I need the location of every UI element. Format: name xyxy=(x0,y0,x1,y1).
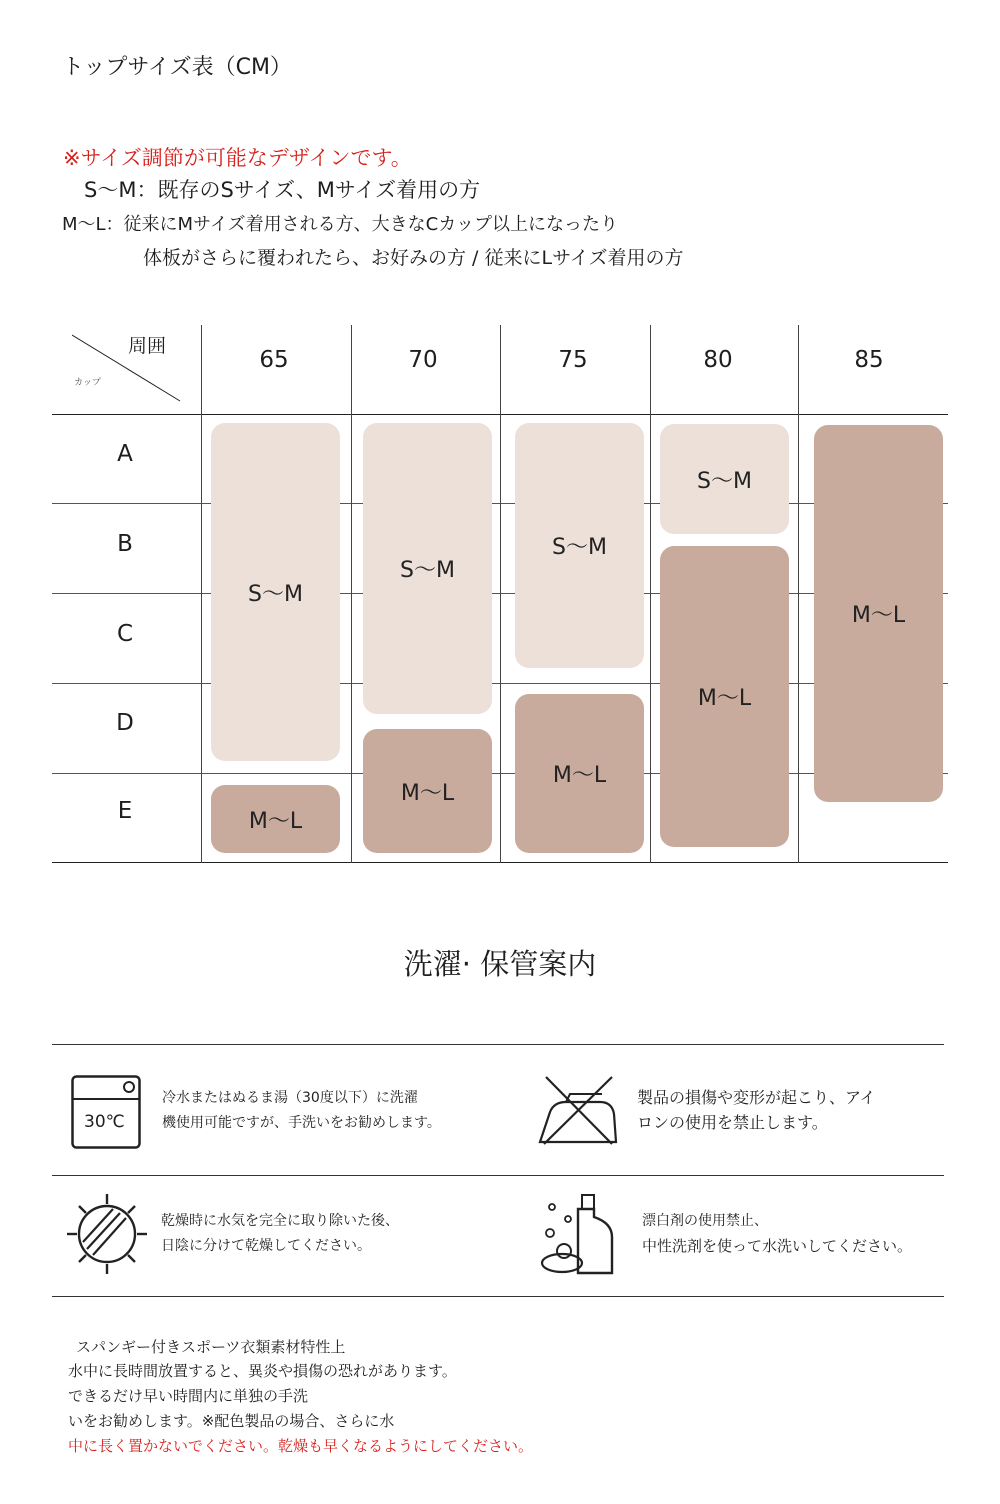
iron-text-line-1: 製品の損傷や変形が起こり、アイ xyxy=(637,1088,876,1107)
bleach-text-line-1: 漂白剤の使用禁止、 xyxy=(642,1213,768,1229)
cup-header-b: B xyxy=(117,531,133,557)
detergent-icon xyxy=(538,1189,618,1277)
size-box-80-ml: M～L xyxy=(660,546,789,847)
band-header-80: 80 xyxy=(703,347,733,373)
cup-header-c: C xyxy=(116,621,134,647)
bottom-note-4: いをお勧めします。※配色製品の場合、さらに水 xyxy=(68,1412,395,1430)
table-column-divider xyxy=(351,325,352,863)
page-title: トップサイズ表（CM） xyxy=(62,55,292,80)
band-header-65: 65 xyxy=(259,347,289,373)
iron-text-line-2: ロンの使用を禁止します。 xyxy=(637,1113,828,1132)
size-box-65-sm: S～M xyxy=(211,423,340,761)
table-column-divider xyxy=(650,325,651,863)
size-box-70-ml: M～L xyxy=(363,729,492,853)
bottom-note-3: できるだけ早い時間内に単独の手洗 xyxy=(68,1387,309,1405)
table-column-divider xyxy=(201,325,202,863)
bleach-text-line-2: 中性洗剤を使って水洗いしてください。 xyxy=(642,1237,913,1255)
size-box-85-ml: M～L xyxy=(814,425,943,802)
ml-note-1: M～L：従来にMサイズ着用される方、大きなCカップ以上になったり xyxy=(62,214,619,235)
table-column-divider xyxy=(798,325,799,863)
dry-text-line-1: 乾燥時に水気を完全に取り除いた後、 xyxy=(161,1213,399,1229)
size-box-75-ml: M～L xyxy=(515,694,644,853)
header-cup-label: カップ xyxy=(74,378,101,388)
band-header-75: 75 xyxy=(558,347,588,373)
band-header-70: 70 xyxy=(408,347,438,373)
cup-header-e: E xyxy=(117,798,133,824)
wash-text-line-1: 冷水またはぬるま湯（30度以下）に洗濯 xyxy=(162,1090,418,1106)
adjustable-note: ※サイズ調節が可能なデザインです。 xyxy=(63,146,412,170)
header-band-label: 周囲 xyxy=(128,335,167,357)
ml-note-2: 体板がさらに覆われたら、お好みの方 / 従来にLサイズ着用の方 xyxy=(143,247,684,269)
size-box-75-sm: S～M xyxy=(515,423,644,668)
wash-temperature: 30℃ xyxy=(84,1112,125,1132)
care-title: 洗濯· 保管案内 xyxy=(403,947,597,981)
dry-text xyxy=(161,1209,399,1259)
bottom-note-2: 水中に長時間放置すると、異炎や損傷の恐れがあります。 xyxy=(68,1362,457,1380)
bottom-note-1: スパンギー付きスポーツ衣類素材特性上 xyxy=(76,1338,346,1356)
dry-text-line-2: 日陰に分けて乾燥してください。 xyxy=(161,1238,371,1254)
care-divider xyxy=(52,1175,944,1176)
iron-text xyxy=(637,1085,876,1135)
bottom-note-5: 中に長く置かないでください。乾燥も早くなるようにしてください。 xyxy=(68,1437,534,1455)
wash-text xyxy=(162,1086,441,1136)
cup-header-d: D xyxy=(116,710,134,736)
care-divider xyxy=(52,1044,944,1045)
shade-dry-icon xyxy=(66,1192,148,1276)
cup-header-a: A xyxy=(117,441,133,467)
size-table xyxy=(52,325,948,863)
bleach-text xyxy=(642,1209,912,1259)
wash-text-line-2: 機使用可能ですが、手洗いをお勧めします。 xyxy=(162,1115,441,1131)
sm-note: S～M：既存のSサイズ、Mサイズ着用の方 xyxy=(84,178,481,202)
size-box-70-sm: S～M xyxy=(363,423,492,714)
band-header-85: 85 xyxy=(854,347,884,373)
size-box-65-ml: M～L xyxy=(211,785,340,853)
size-box-80-sm: S～M xyxy=(660,424,789,534)
care-divider xyxy=(52,1296,944,1297)
table-column-divider xyxy=(500,325,501,863)
no-iron-icon xyxy=(536,1074,620,1146)
